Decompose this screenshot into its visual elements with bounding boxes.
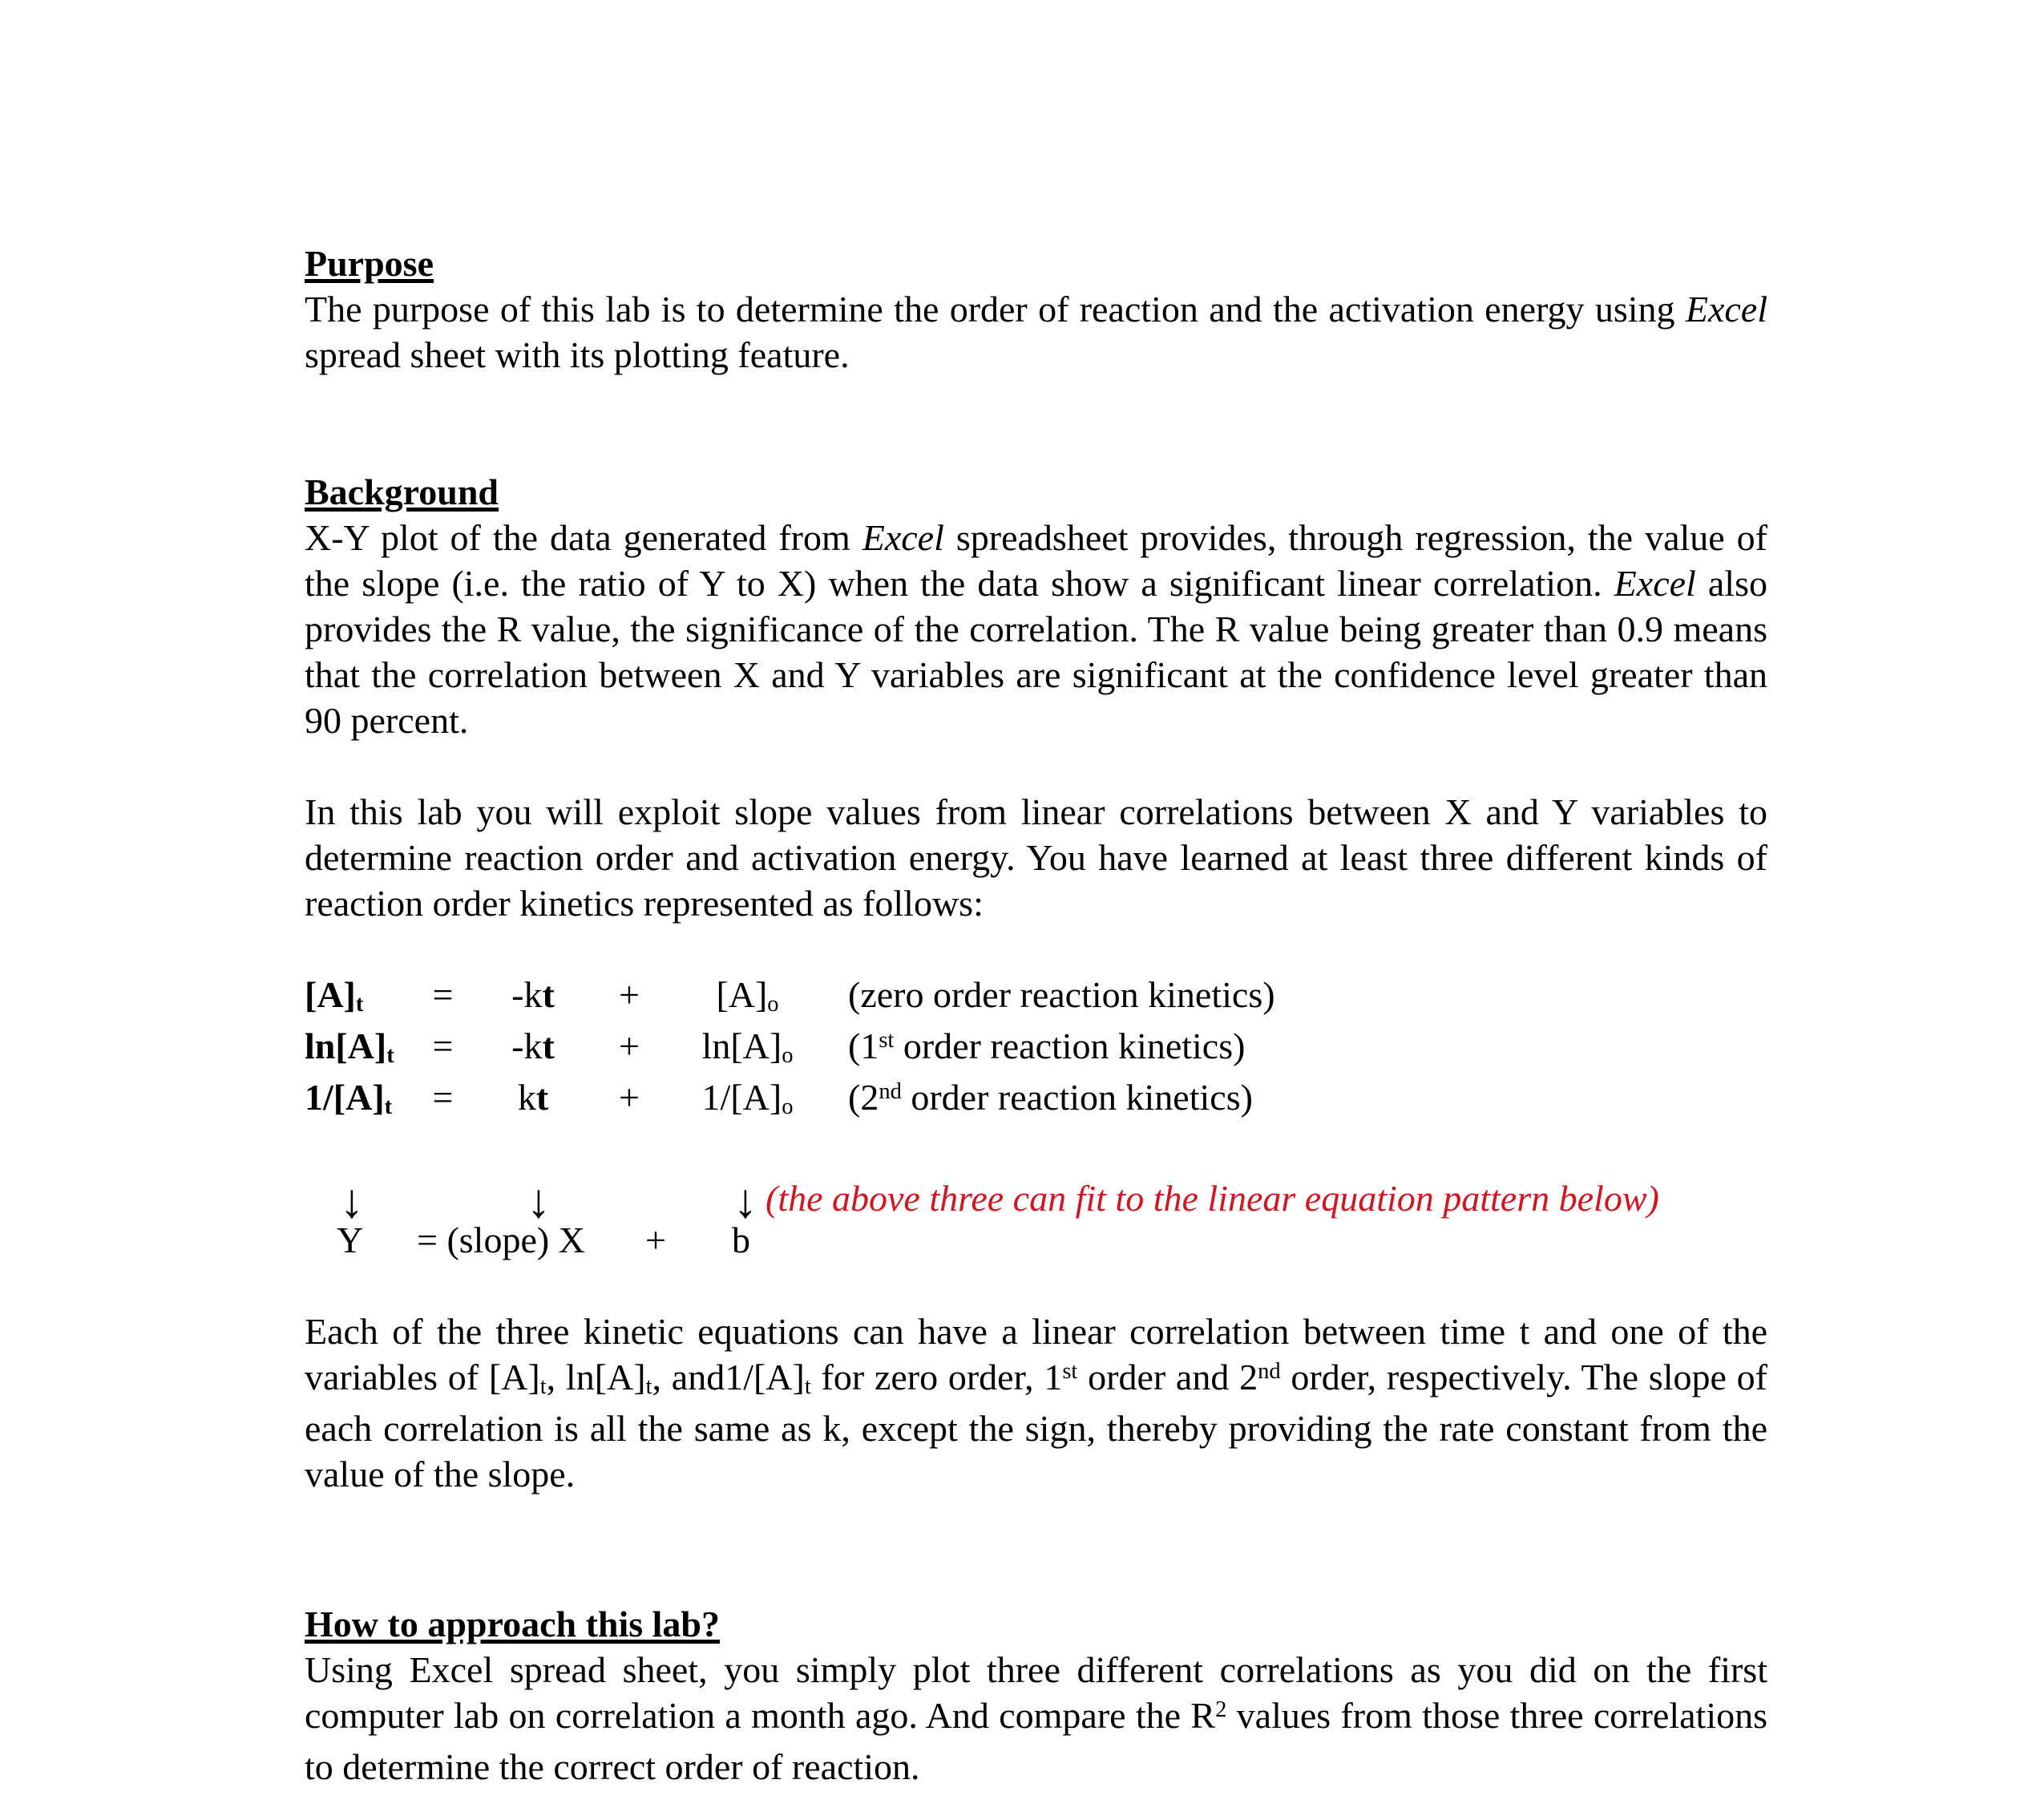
approach-heading xyxy=(305,1601,1767,1647)
approach-heading-text: How to approach this lab? xyxy=(305,1604,721,1644)
approach-paragraph: Using Excel spread sheet, you simply plot three different correlations as you did on the first computer lab on correlation a month ago. And compare the $R^2$ values from those three correlations to determine the correct order of reaction. xyxy=(305,1649,1767,1787)
background-heading-text: Background xyxy=(305,471,499,512)
down-arrow-icon: ↓ xyxy=(340,1175,364,1228)
eq-intercept: ln[A]o xyxy=(701,1025,794,1069)
background-paragraph-2: In this lab you will exploit slope values from linear correlations between X and Y variables to determine reaction order and activation energy. You have learned at least three different kinds of reaction order kinetics represented as follows: xyxy=(305,791,1767,924)
down-arrow-icon: ↓ xyxy=(527,1175,551,1228)
eq-order-note: (zero order reaction kinetics) xyxy=(848,974,1275,1015)
eq-equals: = xyxy=(432,974,454,1015)
eq-slope-term: kt xyxy=(517,1077,549,1118)
eq-intercept: 1/[A]o xyxy=(701,1077,794,1120)
kinetics-explanation-paragraph: Each of the three kinetic equations can have a linear correlation between time t and one of the variables of [A]t, ln[A]t, and1/[A]t for zero order, 1st order and 2nd order, respectively. The slope of each correlation is all the same as k, except the sign, thereby providing the rate constant from the value of the slope. xyxy=(305,1311,1767,1495)
eq-lhs: [A]t xyxy=(305,974,364,1017)
purpose-paragraph: The purpose of this lab is to determine the order of reaction and the activation energy using Excel spread sheet with its plotting feature. xyxy=(305,289,1767,375)
eq-slope-term: -kt xyxy=(511,974,555,1015)
linear-eq-slope-term: = (slope) X xyxy=(417,1219,585,1260)
eq-order-note: (1st order reaction kinetics) xyxy=(848,1025,1246,1066)
kinetics-equations xyxy=(305,972,1767,1126)
eq-plus: + xyxy=(619,1077,640,1118)
eq-equals: = xyxy=(432,1077,454,1118)
arrows-row xyxy=(305,1171,1767,1228)
linear-equation xyxy=(305,1217,1767,1263)
eq-intercept: [A]o xyxy=(716,974,779,1017)
background-paragraph-1: X-Y plot of the data generated from Excel spreadsheet provides, through regression, the value of the slope (i.e. the ratio of Y to X) when the data show a significant linear correlation. Excel also provides the R value, the significance of the correlation. The R value being greater than 0.9 means that the correlation between X and Y variables are significant at the confidence level greater than 90 percent. xyxy=(305,517,1767,741)
eq-order-note: (2nd order reaction kinetics) xyxy=(848,1077,1253,1118)
linear-eq-intercept: b xyxy=(732,1219,750,1260)
eq-plus: + xyxy=(619,974,640,1015)
eq-lhs: ln[A]t xyxy=(305,1025,394,1069)
kinetic-equation-row xyxy=(305,1023,1767,1074)
eq-slope-term: -kt xyxy=(511,1025,555,1066)
linear-eq-y: Y xyxy=(337,1219,364,1260)
purpose-heading-text: Purpose xyxy=(305,243,434,284)
background-heading xyxy=(305,469,1767,515)
eq-plus: + xyxy=(619,1025,640,1066)
down-arrow-icon: ↓ xyxy=(733,1175,757,1228)
eq-equals: = xyxy=(432,1025,454,1066)
linear-pattern-note: (the above three can fit to the linear equation pattern below) xyxy=(765,1178,1659,1219)
purpose-heading xyxy=(305,241,1767,286)
kinetic-equation-row xyxy=(305,1074,1767,1126)
kinetic-equation-row xyxy=(305,972,1767,1023)
eq-lhs: 1/[A]t xyxy=(305,1077,393,1120)
linear-eq-plus: + xyxy=(645,1219,666,1260)
